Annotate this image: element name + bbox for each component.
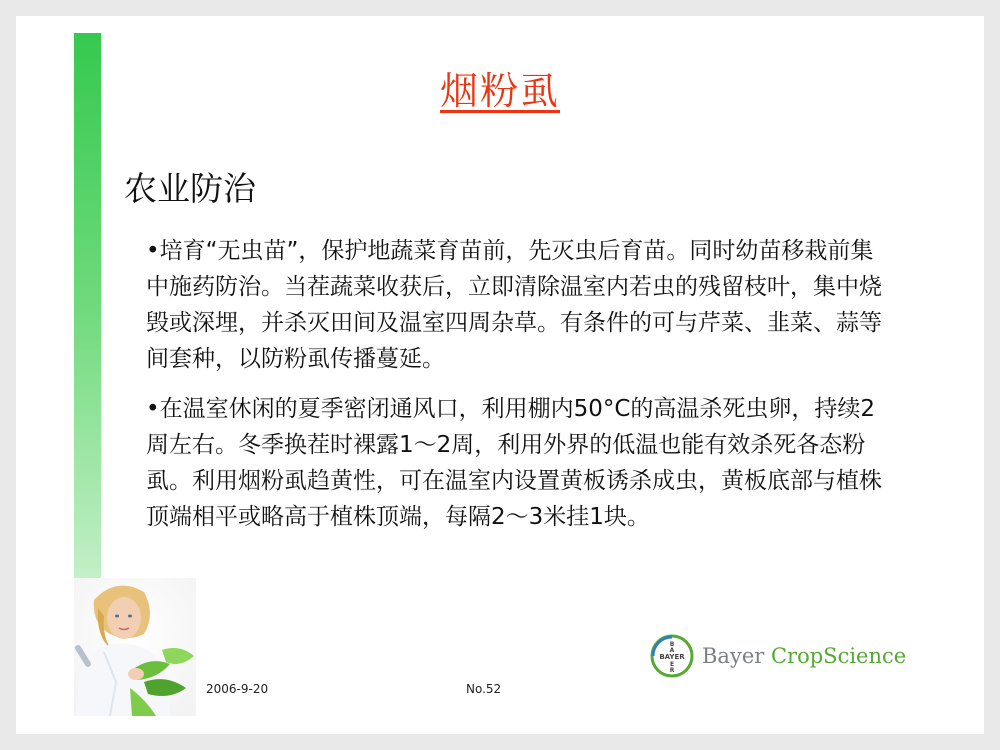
slide-title [0,60,1000,115]
bayer-cross-icon [650,634,694,678]
svg-text:A: A [669,647,675,654]
svg-text:E: E [669,661,675,668]
bayer-cropscience-logo [650,634,906,678]
scientist-photo [74,578,196,716]
bullet-paragraph-2: •在温室休闲的夏季密闭通风口，利用棚内50°C的高温杀死虫卵，持续2周左右。冬季换茬时裸露1～2周，利用外界的低温也能有效杀死各态粉虱。利用烟粉虱趋黄性，可在温室内设置黄板诱杀成虫，黄板底部与植株顶端相平或略高于植株顶端，每隔2～3米挂1块。 [146,396,882,530]
footer-slide-number: No.52 [466,682,502,696]
logo-wordmark [702,644,906,668]
footer-date: 2006-9-20 [206,682,269,696]
slide-title-text: 烟粉虱 [439,69,560,113]
svg-text:B: B [669,641,675,648]
logo-bayer-word: Bayer [702,644,765,668]
logo-cropscience-word: CropScience [770,644,907,668]
slide-body [146,233,886,535]
section-heading: 农业防治 [124,169,256,208]
bullet-paragraph-1: •培育“无虫苗”，保护地蔬菜育苗前，先灭虫后育苗。同时幼苗移栽前集中施药防治。当茬蔬菜收获后，立即清除温室内若虫的残留枝叶，集中烧毁或深埋，并杀灭田间及温室四周杂草。有条件的可与芹菜、韭菜、蒜等间套种，以防粉虱传播蔓延。 [146,238,882,372]
cross-horizontal-text: BAYER [659,653,685,661]
svg-text:R: R [669,667,675,674]
